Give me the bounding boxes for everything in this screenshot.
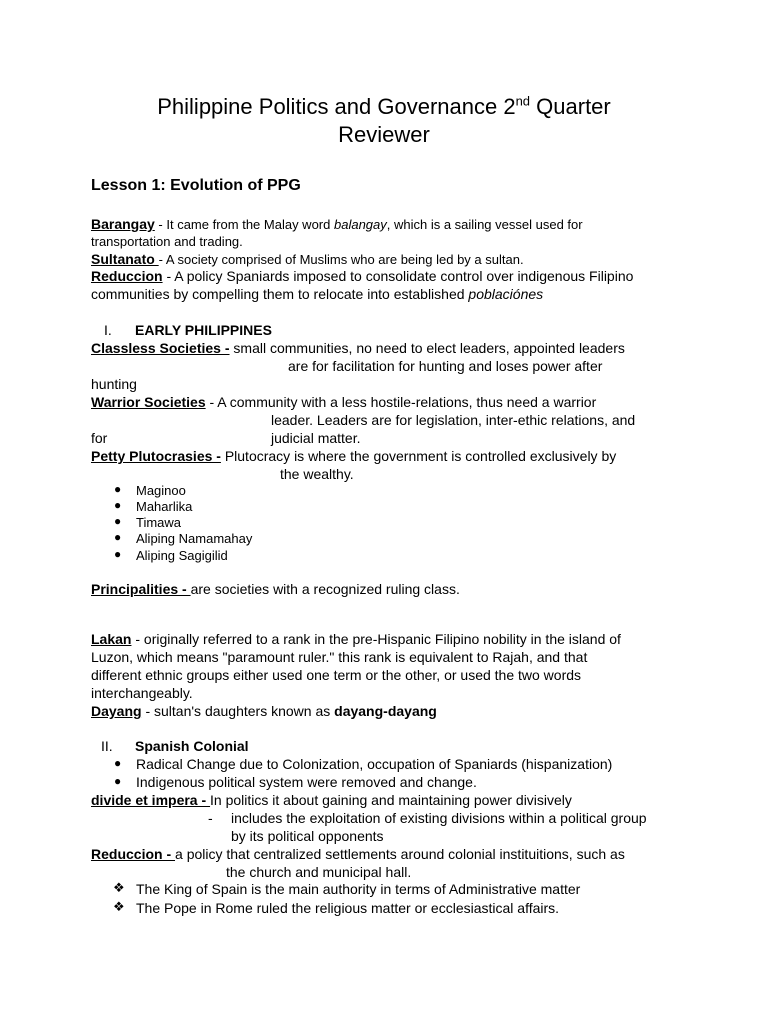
lakan-term: Lakan xyxy=(91,631,132,647)
classless-entry xyxy=(91,339,625,357)
list-item: Maginoo xyxy=(136,483,186,498)
dayang-bold: dayang-dayang xyxy=(334,703,437,719)
document-title xyxy=(0,93,768,121)
section-1-numeral: I. xyxy=(104,322,112,338)
bullet-icon: ● xyxy=(114,547,122,561)
section-2-numeral: II. xyxy=(101,738,113,754)
classless-def: small communities, no need to elect leaders, appointed leaders xyxy=(229,340,625,356)
dayang-entry xyxy=(91,702,437,720)
warrior-line3b: judicial matter. xyxy=(271,430,361,446)
petty-def: Plutocracy is where the government is controlled exclusively by xyxy=(220,448,617,464)
bullet-icon: ● xyxy=(114,482,122,496)
bullet-icon: ● xyxy=(114,774,122,788)
lakan-line2: Luzon, which means "paramount ruler." this rank is equivalent to Rajah, and that xyxy=(91,649,588,665)
principalities-def: are societies with a recognized ruling class. xyxy=(190,581,460,597)
document-title-line2: Reviewer xyxy=(338,122,430,147)
title-superscript: nd xyxy=(515,93,531,109)
reduccion-italic: poblaciónes xyxy=(468,286,544,302)
divide-entry xyxy=(91,791,572,809)
title-text-end: Quarter xyxy=(530,94,611,119)
reduccion-def-line2 xyxy=(91,285,543,303)
list-item: Indigenous political system were removed and change. xyxy=(136,774,477,790)
barangay-def-line2: transportation and trading. xyxy=(91,234,243,249)
classless-term: Classless Societies - xyxy=(91,340,230,356)
warrior-line3a: for xyxy=(91,430,108,446)
lakan-entry xyxy=(91,630,621,648)
bullet-icon: ● xyxy=(114,756,122,770)
divide-line3: by its political opponents xyxy=(231,828,384,844)
bullet-icon: ● xyxy=(114,498,122,512)
dayang-term: Dayang xyxy=(91,703,142,719)
section-2-title: Spanish Colonial xyxy=(135,738,249,754)
bullet-icon: ● xyxy=(114,530,122,544)
list-item: The Pope in Rome ruled the religious matter or ecclesiastical affairs. xyxy=(136,900,560,916)
lakan-def: - originally referred to a rank in the pre-Hispanic Filipino nobility in the island of xyxy=(131,631,621,647)
barangay-term: Barangay xyxy=(91,216,155,232)
divide-line2: includes the exploitation of existing divisions within a political group xyxy=(231,810,647,826)
title-text: Philippine Politics and Governance 2 xyxy=(157,94,516,119)
list-item: Radical Change due to Colonization, occupation of Spaniards (hispanization) xyxy=(136,756,613,772)
reduccion2-def: a policy that centralized settlements around colonial instituitions, such as xyxy=(175,846,625,862)
lesson-heading: Lesson 1: Evolution of PPG xyxy=(91,177,301,194)
list-item: Maharlika xyxy=(136,499,193,514)
list-item: Timawa xyxy=(136,515,182,530)
reduccion-def: - A policy Spaniards imposed to consolidate control over indigenous Filipino xyxy=(162,268,634,284)
lakan-line4: interchangeably. xyxy=(91,685,193,701)
reduccion2-term: Reduccion - xyxy=(91,846,176,862)
reduccion-def-line2-text: communities by compelling them to relocate into established xyxy=(91,286,469,302)
diamond-bullet-icon: ❖ xyxy=(113,899,125,914)
warrior-term: Warrior Societies xyxy=(91,394,206,410)
barangay-def-b: , which is a sailing vessel used for xyxy=(386,217,583,232)
petty-term: Petty Plutocrasies - xyxy=(91,448,221,464)
sultanato-term: Sultanato xyxy=(91,251,159,267)
lakan-line3: different ethnic groups either used one term or the other, or used the two words xyxy=(91,667,582,683)
section-1-title: EARLY PHILIPPINES xyxy=(135,322,272,338)
classless-line2: are for facilitation for hunting and loses power after xyxy=(288,358,603,374)
reduccion-entry xyxy=(91,267,633,285)
reduccion2-entry xyxy=(91,845,625,863)
sultanato-def: - A society comprised of Muslims who are being led by a sultan. xyxy=(158,252,524,267)
barangay-italic: balangay xyxy=(333,217,387,232)
divide-dash: - xyxy=(208,810,213,826)
reduccion2-line2: the church and municipal hall. xyxy=(226,864,412,880)
barangay-def: - It came from the Malay word xyxy=(154,217,334,232)
warrior-entry xyxy=(91,393,596,411)
petty-line2: the wealthy. xyxy=(280,466,354,482)
list-item: Aliping Namamahay xyxy=(136,531,253,546)
list-item: Aliping Sagigilid xyxy=(136,548,228,563)
barangay-entry xyxy=(91,215,583,234)
principalities-entry xyxy=(91,580,460,598)
reduccion-term: Reduccion xyxy=(91,268,163,284)
classless-line3: hunting xyxy=(91,376,137,392)
petty-entry xyxy=(91,447,616,465)
list-item: The King of Spain is the main authority in terms of Administrative matter xyxy=(136,881,581,897)
divide-term: divide et impera - xyxy=(91,792,211,808)
dayang-def: - sultan's daughters known as xyxy=(141,703,335,719)
divide-def: In politics it about gaining and maintaining power divisively xyxy=(210,792,572,808)
diamond-bullet-icon: ❖ xyxy=(113,880,125,895)
principalities-term: Principalities - xyxy=(91,581,191,597)
warrior-def: - A community with a less hostile-relations, thus need a warrior xyxy=(205,394,597,410)
bullet-icon: ● xyxy=(114,514,122,528)
warrior-line2: leader. Leaders are for legislation, inter-ethic relations, and xyxy=(271,412,636,428)
